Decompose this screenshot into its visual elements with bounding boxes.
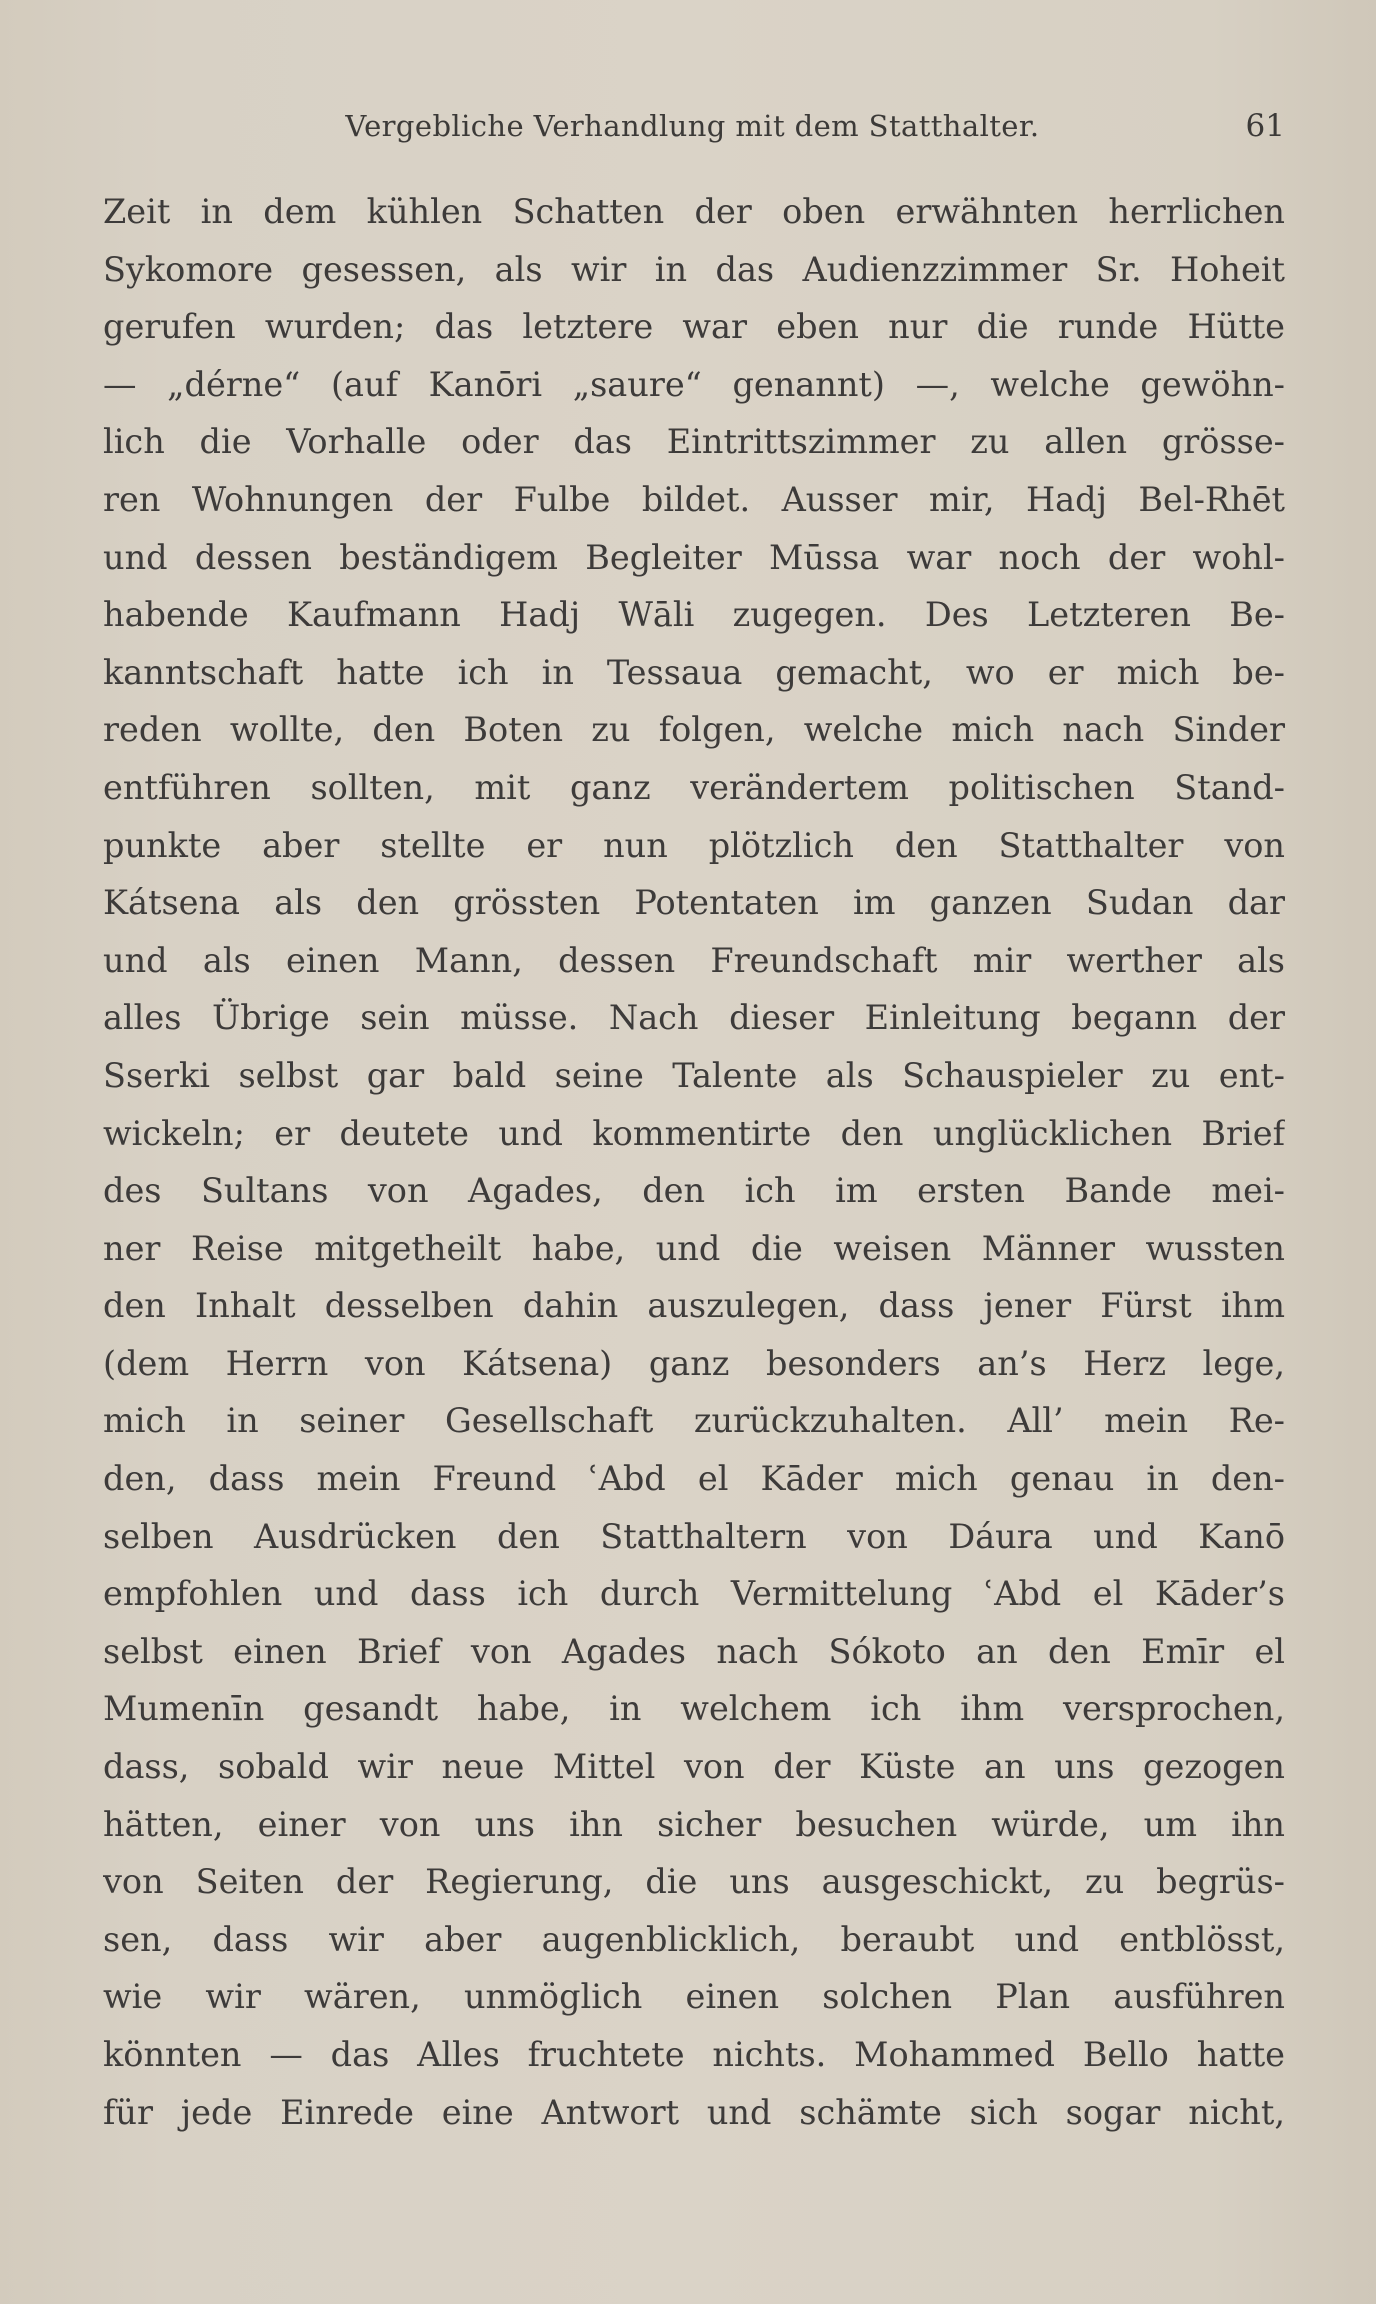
text-line: von Seiten der Regierung, die uns ausgeschickt, zu begrüs- <box>103 1862 1285 1902</box>
body-text <box>103 183 1285 2141</box>
text-line: hätten, einer von uns ihn sicher besuchen würde, um ihn <box>103 1804 1285 1844</box>
text-line: wickeln; er deutete und kommentirte den unglücklichen Brief <box>103 1113 1285 1153</box>
text-line: selbst einen Brief von Agades nach Sókoto an den Emīr el <box>103 1631 1285 1671</box>
text-line: punkte aber stellte er nun plötzlich den Statthalter von <box>103 825 1285 865</box>
text-line: für jede Einrede eine Antwort und schämte sich sogar nicht, <box>103 2092 1285 2132</box>
text-line: Zeit in dem kühlen Schatten der oben erwähnten herrlichen <box>103 192 1285 231</box>
text-line: Sserki selbst gar bald seine Talente als Schauspieler zu ent- <box>103 1055 1285 1095</box>
text-line: ner Reise mitgetheilt habe, und die weisen Männer wussten <box>103 1228 1285 1268</box>
text-line: den, dass mein Freund ʿAbd el Kāder mich genau in den- <box>103 1459 1285 1499</box>
text-line: ren Wohnungen der Fulbe bildet. Ausser mir, Hadj Bel-Rhēt <box>103 479 1285 519</box>
text-line: wie wir wären, unmöglich einen solchen Plan ausführen <box>103 1977 1285 2017</box>
text-line: selben Ausdrücken den Statthaltern von Dáura und Kanō <box>103 1516 1285 1556</box>
text-line: lich die Vorhalle oder das Eintrittszimmer zu allen grösse- <box>103 422 1285 462</box>
text-line: alles Übrige sein müsse. Nach dieser Einleitung begann der <box>103 998 1285 1038</box>
text-line: reden wollte, den Boten zu folgen, welche mich nach Sinder <box>103 710 1285 750</box>
text-line: dass, sobald wir neue Mittel von der Küste an uns gezogen <box>103 1747 1285 1787</box>
text-line: mich in seiner Gesellschaft zurückzuhalten. All’ mein Re- <box>103 1401 1285 1441</box>
text-line: des Sultans von Agades, den ich im ersten Bande mei- <box>103 1171 1285 1211</box>
running-title: Vergebliche Verhandlung mit dem Statthalter. <box>345 109 1040 143</box>
text-line: und als einen Mann, dessen Freundschaft mir werther als <box>103 940 1285 980</box>
text-line: den Inhalt desselben dahin auszulegen, dass jener Fürst ihm <box>103 1286 1285 1326</box>
text-line: gerufen wurden; das letztere war eben nur die runde Hütte <box>103 307 1285 347</box>
text-line: sen, dass wir aber augenblicklich, beraubt und entblösst, <box>103 1919 1285 1959</box>
running-head <box>100 104 1285 148</box>
text-line: und dessen beständigem Begleiter Mūssa war noch der wohl- <box>103 537 1285 577</box>
text-line: kanntschaft hatte ich in Tessaua gemacht, wo er mich be- <box>103 652 1285 692</box>
text-line: Sykomore gesessen, als wir in das Audienzzimmer Sr. Hoheit <box>103 249 1285 289</box>
text-line: — „dérne“ (auf Kanōri „saure“ genannt) —, welche gewöhn- <box>103 364 1285 404</box>
text-line: habende Kaufmann Hadj Wāli zugegen. Des Letzteren Be- <box>103 595 1285 635</box>
text-line: entführen sollten, mit ganz verändertem politischen Stand- <box>103 767 1285 807</box>
text-line: Kátsena als den grössten Potentaten im ganzen Sudan dar <box>103 883 1285 923</box>
text-line: Mumenīn gesandt habe, in welchem ich ihm versprochen, <box>103 1689 1285 1729</box>
text-line: empfohlen und dass ich durch Vermittelung ʿAbd el Kāder’s <box>103 1574 1285 1614</box>
page-number: 61 <box>1245 108 1285 144</box>
text-line: (dem Herrn von Kátsena) ganz besonders an’s Herz lege, <box>103 1343 1285 1383</box>
text-line: könnten — das Alles fruchtete nichts. Mohammed Bello hatte <box>103 2035 1285 2074</box>
